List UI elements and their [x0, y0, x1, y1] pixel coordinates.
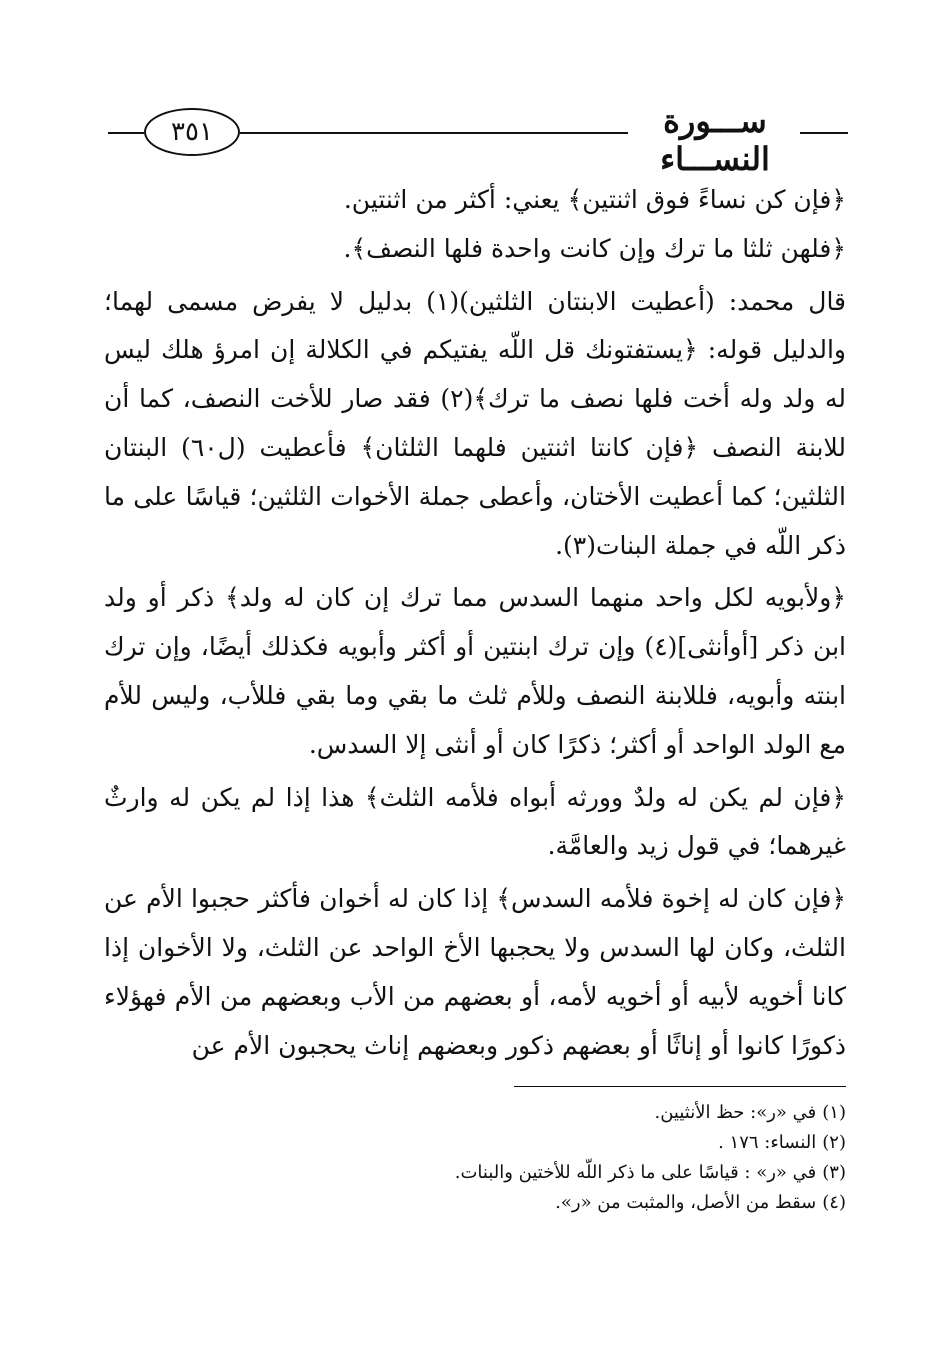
footnote-separator	[514, 1086, 846, 1087]
footnote-text: في «ر»: حظ الأنثيين.	[654, 1102, 817, 1123]
footnote-number: (٢)	[822, 1132, 846, 1153]
page-number-text: ٣٥١	[171, 117, 213, 147]
footnote-item	[380, 1188, 846, 1218]
footnotes	[380, 1098, 846, 1218]
paragraph: ﴿فإن لم يكن له ولدٌ وورثه أبواه فلأمه الثلث﴾ هذا إذا لم يكن له وارثٌ غيرهما؛ في قول زيد والعامَّة.	[104, 782, 846, 861]
footnote-item	[380, 1098, 846, 1128]
paragraph: ﴿فإن كان له إخوة فلأمه السدس﴾ إذا كان له أخوان فأكثر حجبوا الأم عن الثلث، وكان لها السدس ولا يحجبها الأخ الواحد عن الثلث، ولا الأخوان إذا كانا أخويه لأبيه أو أخويه لأمه، أو بعضهم من الأب وبعضهم من الأم فهؤلاء ذكورًا كانوا أو إناثًا أو بعضهم ذكور وبعضهم إناث يحجبون الأم عن	[104, 884, 846, 1060]
verse-line: ﴿فلهن ثلثا ما ترك وإن كانت واحدة فلها النصف﴾.	[343, 233, 846, 263]
header-rule-left	[108, 132, 144, 134]
main-text	[104, 176, 846, 1070]
paragraph: قال محمد: (أعطيت الابنتان الثلثين)(١) بدليل لا يفرض مسمى لهما؛ والدليل قوله: ﴿يستفتونك قل اللّه يفتيكم في الكلالة إن امرؤ هلك ليس له ولد وله أخت فلها نصف ما ترك﴾(٢) فقد صار للأخت النصف، كما أن للابنة النصف ﴿فإن كانتا اثنتين فلهما الثلثان﴾ فأعطيت (ل٦٠) البنتان الثلثين؛ كما أعطيت الأختان، وأعطى جملة الأخوات الثلثين؛ قياسًا على ما ذكر اللّه في جملة البنات(٣).	[104, 286, 847, 560]
paragraph: ﴿ولأبويه لكل واحد منهما السدس مما ترك إن كان له ولد﴾ ذكر أو ولد ابن ذكر [أوأنثى](٤) وإن ترك ابنتين أو أكثر وأبويه فكذلك أيضًا، وإن ترك ابنته وأبويه، فللابنة النصف وللأم ثلث ما بقي وما بقي فللأب، وليس للأم مع الولد الواحد أو أكثر؛ ذكرًا كان أو أنثى إلا السدس.	[104, 583, 846, 759]
footnote-text: في «ر» : قياسًا على ما ذكر اللّه للأختين والبنات.	[454, 1162, 817, 1183]
page-header	[100, 96, 860, 179]
footnote-number: (١)	[822, 1102, 846, 1123]
footnote-text: سقط من الأصل، والمثبت من «ر».	[555, 1192, 817, 1213]
verse-line: ﴿فإن كن نساءً فوق اثنتين﴾ يعني: أكثر من اثنتين.	[343, 185, 846, 214]
surah-title: ســـورة النســـاء	[660, 102, 770, 179]
footnote-text: النساء: ١٧٦ .	[718, 1132, 817, 1153]
footnote-item	[380, 1128, 846, 1158]
footnote-number: (٤)	[822, 1192, 846, 1213]
footnote-item	[380, 1158, 846, 1188]
header-rule-middle	[240, 132, 628, 134]
header-rule-right	[800, 132, 848, 134]
page-number	[144, 108, 240, 156]
footnote-number: (٣)	[822, 1162, 846, 1183]
